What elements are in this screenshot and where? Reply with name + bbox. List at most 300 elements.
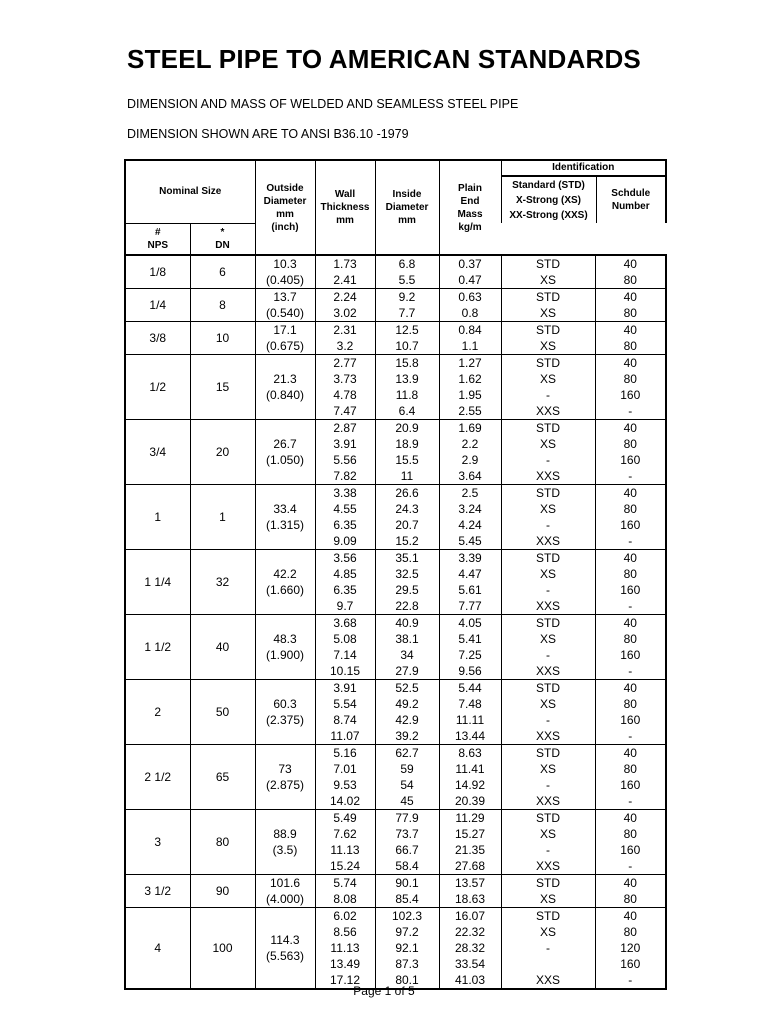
inside-diameter-cell: 45 bbox=[375, 793, 439, 810]
schedule-cell: 40 bbox=[595, 255, 666, 272]
inside-diameter-cell: 49.2 bbox=[375, 696, 439, 712]
identification-cell: XS bbox=[501, 338, 595, 355]
inside-diameter-cell: 97.2 bbox=[375, 924, 439, 940]
identification-cell: XS bbox=[501, 924, 595, 940]
wall-thickness-cell: 3.38 bbox=[315, 485, 375, 502]
header-dn: * DN bbox=[190, 223, 255, 255]
identification-cell: - bbox=[501, 517, 595, 533]
wall-thickness-cell: 13.49 bbox=[315, 956, 375, 972]
wall-thickness-cell: 1.73 bbox=[315, 255, 375, 272]
identification-cell: STD bbox=[501, 322, 595, 339]
table-row bbox=[125, 875, 666, 892]
mass-cell: 1.69 bbox=[439, 420, 501, 437]
mass-cell: 33.54 bbox=[439, 956, 501, 972]
schedule-cell: 40 bbox=[595, 420, 666, 437]
inside-diameter-cell: 32.5 bbox=[375, 566, 439, 582]
mass-cell: 8.63 bbox=[439, 745, 501, 762]
wall-thickness-cell: 2.87 bbox=[315, 420, 375, 437]
identification-cell: XS bbox=[501, 436, 595, 452]
schedule-cell: 40 bbox=[595, 745, 666, 762]
identification-cell: STD bbox=[501, 680, 595, 697]
outside-diameter-cell bbox=[255, 875, 315, 908]
identification-cell: STD bbox=[501, 485, 595, 502]
wall-thickness-cell: 11.07 bbox=[315, 728, 375, 745]
wall-thickness-cell: 6.35 bbox=[315, 582, 375, 598]
wall-thickness-cell: 5.49 bbox=[315, 810, 375, 827]
page-footer: Page 1 of 5 bbox=[353, 984, 415, 998]
identification-cell: XXS bbox=[501, 403, 595, 420]
mass-cell: 16.07 bbox=[439, 908, 501, 925]
subtitle-standard: DIMENSION SHOWN ARE TO ANSI B36.10 -1979 bbox=[127, 127, 409, 141]
wall-thickness-cell: 3.2 bbox=[315, 338, 375, 355]
inside-diameter-cell: 34 bbox=[375, 647, 439, 663]
schedule-cell: 40 bbox=[595, 908, 666, 925]
table-body bbox=[125, 255, 666, 989]
outside-diameter-cell bbox=[255, 680, 315, 745]
identification-cell: XXS bbox=[501, 972, 595, 989]
mass-cell: 11.41 bbox=[439, 761, 501, 777]
outside-diameter-mm: 21.3 bbox=[273, 372, 297, 386]
schedule-cell: 80 bbox=[595, 436, 666, 452]
identification-cell: XS bbox=[501, 826, 595, 842]
schedule-cell: 80 bbox=[595, 338, 666, 355]
mass-cell: 4.05 bbox=[439, 615, 501, 632]
wall-thickness-cell: 5.56 bbox=[315, 452, 375, 468]
inside-diameter-cell: 15.5 bbox=[375, 452, 439, 468]
identification-cell: XS bbox=[501, 631, 595, 647]
identification-cell: - bbox=[501, 842, 595, 858]
outside-diameter-cell bbox=[255, 322, 315, 355]
dn-cell: 100 bbox=[190, 908, 255, 990]
wall-thickness-cell: 11.13 bbox=[315, 842, 375, 858]
header-outside-diameter: Outside Diameter mm (inch) bbox=[255, 160, 315, 255]
inside-diameter-cell: 85.4 bbox=[375, 891, 439, 908]
nps-cell: 3/8 bbox=[125, 322, 190, 355]
header-nps: # NPS bbox=[125, 223, 190, 255]
mass-cell: 22.32 bbox=[439, 924, 501, 940]
mass-cell: 1.1 bbox=[439, 338, 501, 355]
outside-diameter-inch: (4.000) bbox=[265, 892, 305, 906]
identification-cell: - bbox=[501, 777, 595, 793]
outside-diameter-inch: (2.375) bbox=[265, 713, 305, 727]
wall-thickness-cell: 9.53 bbox=[315, 777, 375, 793]
wall-thickness-cell: 4.78 bbox=[315, 387, 375, 403]
inside-diameter-cell: 11 bbox=[375, 468, 439, 485]
header-schedule-number: Schdule Number bbox=[596, 177, 665, 223]
identification-cell: STD bbox=[501, 745, 595, 762]
dn-cell: 10 bbox=[190, 322, 255, 355]
table-row bbox=[125, 420, 666, 437]
wall-thickness-cell: 7.82 bbox=[315, 468, 375, 485]
identification-cell: STD bbox=[501, 420, 595, 437]
outside-diameter-mm: 26.7 bbox=[273, 437, 297, 451]
wall-thickness-cell: 11.13 bbox=[315, 940, 375, 956]
mass-cell: 2.5 bbox=[439, 485, 501, 502]
nps-cell: 1 1/4 bbox=[125, 550, 190, 615]
inside-diameter-cell: 18.9 bbox=[375, 436, 439, 452]
header-identification: Identification Standard (STD) X-Strong (XS) XX-Strong (XXS) Schdule Number bbox=[501, 160, 666, 223]
mass-cell: 13.44 bbox=[439, 728, 501, 745]
wall-thickness-cell: 8.74 bbox=[315, 712, 375, 728]
outside-diameter-mm: 48.3 bbox=[273, 632, 297, 646]
wall-thickness-cell: 3.56 bbox=[315, 550, 375, 567]
inside-diameter-cell: 22.8 bbox=[375, 598, 439, 615]
mass-cell: 4.24 bbox=[439, 517, 501, 533]
header-wall-thickness: Wall Thickness mm bbox=[315, 160, 375, 255]
identification-cell: STD bbox=[501, 615, 595, 632]
wall-thickness-cell: 2.31 bbox=[315, 322, 375, 339]
wall-thickness-cell: 3.91 bbox=[315, 680, 375, 697]
inside-diameter-cell: 10.7 bbox=[375, 338, 439, 355]
mass-cell: 0.84 bbox=[439, 322, 501, 339]
inside-diameter-cell: 58.4 bbox=[375, 858, 439, 875]
schedule-cell: 40 bbox=[595, 355, 666, 372]
identification-cell: XXS bbox=[501, 663, 595, 680]
mass-cell: 11.29 bbox=[439, 810, 501, 827]
page-title: STEEL PIPE TO AMERICAN STANDARDS bbox=[127, 44, 641, 74]
identification-cell: STD bbox=[501, 810, 595, 827]
schedule-cell: - bbox=[595, 858, 666, 875]
nps-cell: 3 bbox=[125, 810, 190, 875]
outside-diameter-mm: 114.3 bbox=[270, 933, 300, 947]
inside-diameter-cell: 5.5 bbox=[375, 272, 439, 289]
table-row bbox=[125, 322, 666, 339]
inside-diameter-cell: 20.9 bbox=[375, 420, 439, 437]
identification-cell: - bbox=[501, 940, 595, 956]
outside-diameter-cell bbox=[255, 615, 315, 680]
schedule-cell: - bbox=[595, 663, 666, 680]
schedule-cell: 40 bbox=[595, 680, 666, 697]
mass-cell: 7.48 bbox=[439, 696, 501, 712]
identification-cell: XS bbox=[501, 696, 595, 712]
schedule-cell: 40 bbox=[595, 615, 666, 632]
header-nominal-size: Nominal Size bbox=[125, 160, 255, 223]
wall-thickness-cell: 9.7 bbox=[315, 598, 375, 615]
schedule-cell: 80 bbox=[595, 305, 666, 322]
outside-diameter-mm: 33.4 bbox=[273, 502, 297, 516]
schedule-cell: - bbox=[595, 598, 666, 615]
wall-thickness-cell: 3.68 bbox=[315, 615, 375, 632]
identification-cell: XS bbox=[501, 761, 595, 777]
outside-diameter-mm: 101.6 bbox=[269, 876, 301, 890]
mass-cell: 4.47 bbox=[439, 566, 501, 582]
nps-cell: 3 1/2 bbox=[125, 875, 190, 908]
wall-thickness-cell: 7.14 bbox=[315, 647, 375, 663]
nps-cell: 2 bbox=[125, 680, 190, 745]
outside-diameter-mm: 13.7 bbox=[273, 290, 297, 304]
schedule-cell: - bbox=[595, 403, 666, 420]
schedule-cell: 80 bbox=[595, 566, 666, 582]
schedule-cell: 80 bbox=[595, 631, 666, 647]
table-row bbox=[125, 810, 666, 827]
schedule-cell: - bbox=[595, 793, 666, 810]
identification-cell: XXS bbox=[501, 793, 595, 810]
nps-cell: 4 bbox=[125, 908, 190, 990]
identification-cell bbox=[501, 956, 595, 972]
wall-thickness-cell: 2.41 bbox=[315, 272, 375, 289]
identification-cell: XXS bbox=[501, 533, 595, 550]
outside-diameter-inch: (2.875) bbox=[265, 778, 305, 792]
wall-thickness-cell: 15.24 bbox=[315, 858, 375, 875]
wall-thickness-cell: 2.77 bbox=[315, 355, 375, 372]
wall-thickness-cell: 10.15 bbox=[315, 663, 375, 680]
wall-thickness-cell: 5.74 bbox=[315, 875, 375, 892]
mass-cell: 2.2 bbox=[439, 436, 501, 452]
outside-diameter-cell bbox=[255, 289, 315, 322]
mass-cell: 21.35 bbox=[439, 842, 501, 858]
mass-cell: 41.03 bbox=[439, 972, 501, 989]
wall-thickness-cell: 14.02 bbox=[315, 793, 375, 810]
mass-cell: 0.63 bbox=[439, 289, 501, 306]
inside-diameter-cell: 42.9 bbox=[375, 712, 439, 728]
mass-cell: 7.77 bbox=[439, 598, 501, 615]
identification-cell: - bbox=[501, 647, 595, 663]
wall-thickness-cell: 3.91 bbox=[315, 436, 375, 452]
outside-diameter-inch: (0.405) bbox=[265, 273, 305, 287]
mass-cell: 28.32 bbox=[439, 940, 501, 956]
inside-diameter-cell: 11.8 bbox=[375, 387, 439, 403]
identification-cell: STD bbox=[501, 875, 595, 892]
dn-cell: 32 bbox=[190, 550, 255, 615]
outside-diameter-cell bbox=[255, 255, 315, 289]
wall-thickness-cell: 5.08 bbox=[315, 631, 375, 647]
inside-diameter-cell: 80.1 bbox=[375, 972, 439, 989]
wall-thickness-cell: 6.02 bbox=[315, 908, 375, 925]
identification-cell: - bbox=[501, 712, 595, 728]
identification-cell: - bbox=[501, 582, 595, 598]
schedule-cell: 80 bbox=[595, 891, 666, 908]
dn-cell: 20 bbox=[190, 420, 255, 485]
schedule-cell: 160 bbox=[595, 712, 666, 728]
nps-cell: 1/8 bbox=[125, 255, 190, 289]
mass-cell: 14.92 bbox=[439, 777, 501, 793]
table-row bbox=[125, 550, 666, 567]
schedule-cell: - bbox=[595, 728, 666, 745]
wall-thickness-cell: 9.09 bbox=[315, 533, 375, 550]
inside-diameter-cell: 7.7 bbox=[375, 305, 439, 322]
outside-diameter-mm: 60.3 bbox=[273, 697, 297, 711]
header-plain-end-mass: Plain End Mass kg/m bbox=[439, 160, 501, 255]
inside-diameter-cell: 90.1 bbox=[375, 875, 439, 892]
wall-thickness-cell: 7.62 bbox=[315, 826, 375, 842]
wall-thickness-cell: 8.56 bbox=[315, 924, 375, 940]
identification-cell: - bbox=[501, 452, 595, 468]
schedule-cell: 40 bbox=[595, 485, 666, 502]
outside-diameter-inch: (1.900) bbox=[265, 648, 305, 662]
dn-cell: 80 bbox=[190, 810, 255, 875]
mass-cell: 5.61 bbox=[439, 582, 501, 598]
outside-diameter-inch: (0.675) bbox=[265, 339, 305, 353]
schedule-cell: 160 bbox=[595, 517, 666, 533]
inside-diameter-cell: 20.7 bbox=[375, 517, 439, 533]
outside-diameter-inch: (1.660) bbox=[265, 583, 305, 597]
outside-diameter-inch: (1.050) bbox=[265, 453, 305, 467]
mass-cell: 5.44 bbox=[439, 680, 501, 697]
schedule-cell: 160 bbox=[595, 452, 666, 468]
identification-cell: XXS bbox=[501, 468, 595, 485]
inside-diameter-cell: 54 bbox=[375, 777, 439, 793]
outside-diameter-cell bbox=[255, 550, 315, 615]
wall-thickness-cell: 2.24 bbox=[315, 289, 375, 306]
identification-cell: XXS bbox=[501, 598, 595, 615]
identification-cell: XXS bbox=[501, 858, 595, 875]
wall-thickness-cell: 3.02 bbox=[315, 305, 375, 322]
mass-cell: 11.11 bbox=[439, 712, 501, 728]
inside-diameter-cell: 73.7 bbox=[375, 826, 439, 842]
schedule-cell: 80 bbox=[595, 826, 666, 842]
outside-diameter-inch: (3.5) bbox=[272, 843, 298, 857]
table-row bbox=[125, 289, 666, 306]
identification-cell: STD bbox=[501, 289, 595, 306]
outside-diameter-cell bbox=[255, 810, 315, 875]
schedule-cell: 80 bbox=[595, 761, 666, 777]
steel-pipe-table bbox=[124, 159, 667, 990]
inside-diameter-cell: 59 bbox=[375, 761, 439, 777]
wall-thickness-cell: 7.47 bbox=[315, 403, 375, 420]
inside-diameter-cell: 62.7 bbox=[375, 745, 439, 762]
wall-thickness-cell: 17.12 bbox=[315, 972, 375, 989]
inside-diameter-cell: 6.4 bbox=[375, 403, 439, 420]
schedule-cell: - bbox=[595, 972, 666, 989]
dn-cell: 1 bbox=[190, 485, 255, 550]
inside-diameter-cell: 38.1 bbox=[375, 631, 439, 647]
identification-cell: XS bbox=[501, 272, 595, 289]
mass-cell: 13.57 bbox=[439, 875, 501, 892]
wall-thickness-cell: 5.54 bbox=[315, 696, 375, 712]
schedule-cell: 160 bbox=[595, 582, 666, 598]
schedule-cell: - bbox=[595, 533, 666, 550]
nps-cell: 3/4 bbox=[125, 420, 190, 485]
inside-diameter-cell: 15.2 bbox=[375, 533, 439, 550]
inside-diameter-cell: 27.9 bbox=[375, 663, 439, 680]
table-row bbox=[125, 745, 666, 762]
identification-cell: STD bbox=[501, 255, 595, 272]
outside-diameter-inch: (0.540) bbox=[265, 306, 305, 320]
table-row bbox=[125, 485, 666, 502]
wall-thickness-cell: 3.73 bbox=[315, 371, 375, 387]
table-row bbox=[125, 255, 666, 272]
outside-diameter-cell bbox=[255, 485, 315, 550]
mass-cell: 2.55 bbox=[439, 403, 501, 420]
inside-diameter-cell: 92.1 bbox=[375, 940, 439, 956]
schedule-cell: 160 bbox=[595, 387, 666, 403]
mass-cell: 3.64 bbox=[439, 468, 501, 485]
dn-cell: 90 bbox=[190, 875, 255, 908]
identification-cell: STD bbox=[501, 908, 595, 925]
inside-diameter-cell: 77.9 bbox=[375, 810, 439, 827]
schedule-cell: - bbox=[595, 468, 666, 485]
header-ident-classes: Standard (STD) X-Strong (XS) XX-Strong (XXS) bbox=[509, 180, 588, 221]
identification-cell: XXS bbox=[501, 728, 595, 745]
dn-cell: 6 bbox=[190, 255, 255, 289]
inside-diameter-cell: 40.9 bbox=[375, 615, 439, 632]
dn-cell: 50 bbox=[190, 680, 255, 745]
mass-cell: 1.62 bbox=[439, 371, 501, 387]
inside-diameter-cell: 26.6 bbox=[375, 485, 439, 502]
outside-diameter-mm: 10.3 bbox=[273, 257, 297, 271]
schedule-cell: 160 bbox=[595, 777, 666, 793]
inside-diameter-cell: 66.7 bbox=[375, 842, 439, 858]
mass-cell: 27.68 bbox=[439, 858, 501, 875]
inside-diameter-cell: 24.3 bbox=[375, 501, 439, 517]
mass-cell: 0.8 bbox=[439, 305, 501, 322]
identification-cell: XS bbox=[501, 891, 595, 908]
schedule-cell: 40 bbox=[595, 875, 666, 892]
inside-diameter-cell: 6.8 bbox=[375, 255, 439, 272]
inside-diameter-cell: 102.3 bbox=[375, 908, 439, 925]
identification-cell: STD bbox=[501, 355, 595, 372]
outside-diameter-mm: 73 bbox=[278, 762, 292, 776]
outside-diameter-inch: (0.840) bbox=[265, 388, 305, 402]
inside-diameter-cell: 15.8 bbox=[375, 355, 439, 372]
nps-cell: 1/4 bbox=[125, 289, 190, 322]
header-inside-diameter: Inside Diameter mm bbox=[375, 160, 439, 255]
inside-diameter-cell: 39.2 bbox=[375, 728, 439, 745]
mass-cell: 15.27 bbox=[439, 826, 501, 842]
inside-diameter-cell: 12.5 bbox=[375, 322, 439, 339]
schedule-cell: 40 bbox=[595, 550, 666, 567]
mass-cell: 7.25 bbox=[439, 647, 501, 663]
mass-cell: 3.39 bbox=[439, 550, 501, 567]
schedule-cell: 160 bbox=[595, 956, 666, 972]
mass-cell: 9.56 bbox=[439, 663, 501, 680]
outside-diameter-cell bbox=[255, 355, 315, 420]
inside-diameter-cell: 87.3 bbox=[375, 956, 439, 972]
outside-diameter-cell bbox=[255, 908, 315, 990]
mass-cell: 5.41 bbox=[439, 631, 501, 647]
mass-cell: 5.45 bbox=[439, 533, 501, 550]
table-row bbox=[125, 355, 666, 372]
outside-diameter-cell bbox=[255, 745, 315, 810]
wall-thickness-cell: 4.55 bbox=[315, 501, 375, 517]
mass-cell: 0.37 bbox=[439, 255, 501, 272]
outside-diameter-mm: 17.1 bbox=[273, 323, 297, 337]
nps-cell: 2 1/2 bbox=[125, 745, 190, 810]
mass-cell: 0.47 bbox=[439, 272, 501, 289]
schedule-cell: 80 bbox=[595, 501, 666, 517]
wall-thickness-cell: 5.16 bbox=[315, 745, 375, 762]
schedule-cell: 80 bbox=[595, 696, 666, 712]
nps-cell: 1 bbox=[125, 485, 190, 550]
outside-diameter-mm: 88.9 bbox=[273, 827, 297, 841]
outside-diameter-mm: 42.2 bbox=[273, 567, 297, 581]
schedule-cell: 80 bbox=[595, 924, 666, 940]
identification-cell: XS bbox=[501, 566, 595, 582]
identification-cell: XS bbox=[501, 305, 595, 322]
inside-diameter-cell: 13.9 bbox=[375, 371, 439, 387]
nps-cell: 1 1/2 bbox=[125, 615, 190, 680]
mass-cell: 1.95 bbox=[439, 387, 501, 403]
wall-thickness-cell: 7.01 bbox=[315, 761, 375, 777]
inside-diameter-cell: 52.5 bbox=[375, 680, 439, 697]
mass-cell: 3.24 bbox=[439, 501, 501, 517]
dn-cell: 8 bbox=[190, 289, 255, 322]
inside-diameter-cell: 35.1 bbox=[375, 550, 439, 567]
schedule-cell: 80 bbox=[595, 371, 666, 387]
outside-diameter-cell bbox=[255, 420, 315, 485]
dn-cell: 40 bbox=[190, 615, 255, 680]
identification-cell: - bbox=[501, 387, 595, 403]
wall-thickness-cell: 4.85 bbox=[315, 566, 375, 582]
subtitle-mass: DIMENSION AND MASS OF WELDED AND SEAMLESS STEEL PIPE bbox=[127, 97, 519, 111]
schedule-cell: 80 bbox=[595, 272, 666, 289]
schedule-cell: 40 bbox=[595, 289, 666, 306]
schedule-cell: 120 bbox=[595, 940, 666, 956]
dn-cell: 15 bbox=[190, 355, 255, 420]
wall-thickness-cell: 6.35 bbox=[315, 517, 375, 533]
mass-cell: 20.39 bbox=[439, 793, 501, 810]
table-row bbox=[125, 680, 666, 697]
